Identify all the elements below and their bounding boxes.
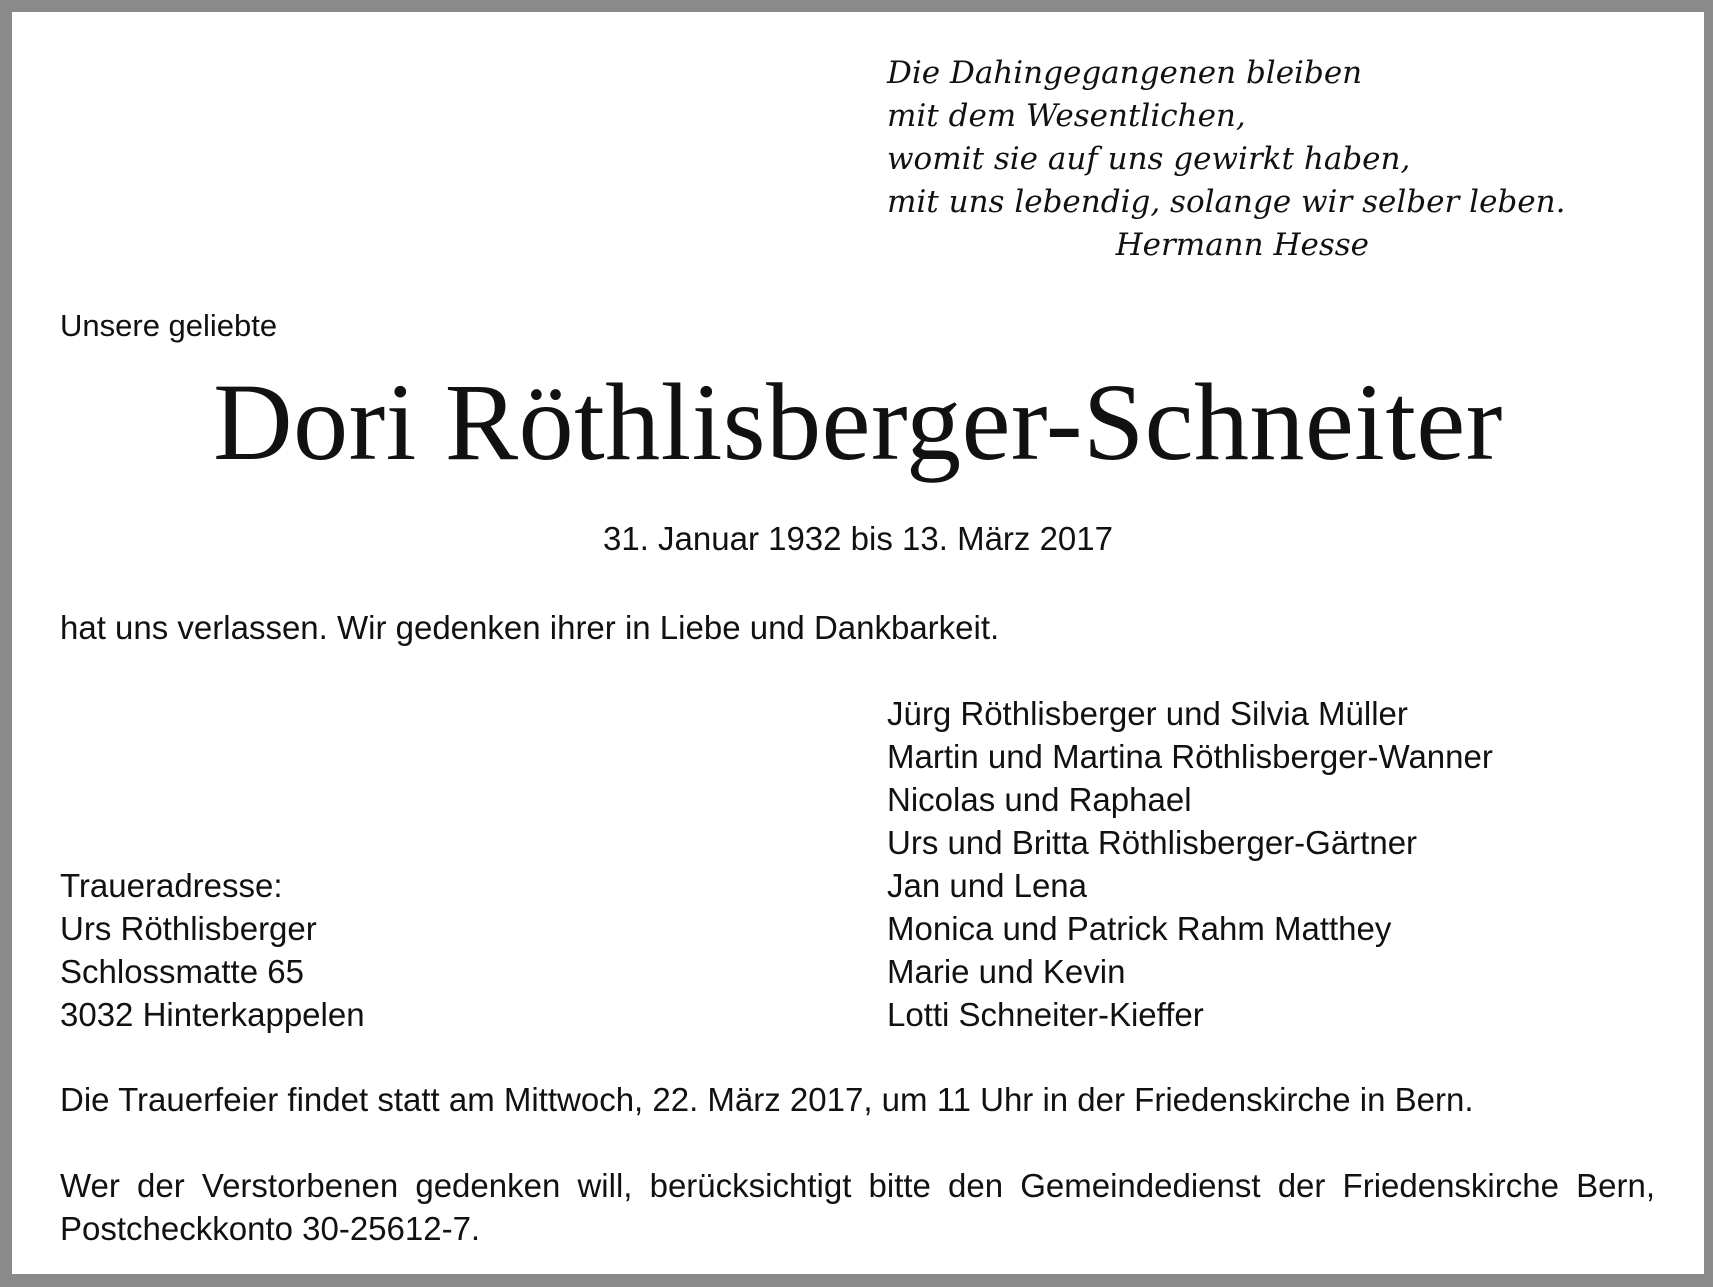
funeral-service-text: Die Trauerfeier findet statt am Mittwoch, 22. März 2017, um 11 Uhr in der Friedenskirche in Bern. (60, 1081, 1474, 1118)
poem-line: mit dem Wesentlichen, (887, 98, 1246, 134)
poem-line: womit sie auf uns gewirkt haben, (887, 141, 1411, 177)
address-street: Schlossmatte 65 (60, 953, 304, 990)
mourner-line: Marie und Kevin (887, 953, 1126, 990)
address-label: Traueradresse: (60, 867, 283, 904)
mourner-line: Urs und Britta Röthlisberger-Gärtner (887, 824, 1418, 861)
mourner-line: Monica und Patrick Rahm Matthey (887, 910, 1392, 947)
poem-line: Die Dahingegangenen bleiben (887, 55, 1363, 91)
donation-text: Wer der Verstorbenen gedenken will, berücksichtigt bitte den Gemeindedienst der Friedenskirche Bern, Postcheckkonto 30-25612-7. (60, 1167, 1655, 1247)
farewell-message: hat uns verlassen. Wir gedenken ihrer in Liebe und Dankbarkeit. (60, 609, 1000, 646)
mourner-line: Martin und Martina Röthlisberger-Wanner (887, 738, 1493, 775)
intro-text: Unsere geliebte (60, 308, 278, 343)
mourner-line: Nicolas und Raphael (887, 781, 1192, 818)
obituary-notice (12, 12, 1704, 1274)
mourner-line: Jan und Lena (887, 867, 1088, 904)
mourner-line: Jürg Röthlisberger und Silvia Müller (887, 695, 1408, 732)
deceased-name: Dori Röthlisberger-Schneiter (213, 361, 1503, 483)
address-city: 3032 Hinterkappelen (60, 996, 365, 1033)
mourners-list (887, 692, 1493, 1036)
poem-quote (887, 52, 1566, 267)
mourner-line: Lotti Schneiter-Kieffer (887, 996, 1204, 1033)
poem-author: Hermann Hesse (1115, 227, 1369, 263)
address-name: Urs Röthlisberger (60, 910, 317, 947)
mourning-address (60, 864, 365, 1036)
life-dates: 31. Januar 1932 bis 13. März 2017 (602, 520, 1113, 557)
poem-line: mit uns lebendig, solange wir selber leben. (887, 184, 1566, 220)
